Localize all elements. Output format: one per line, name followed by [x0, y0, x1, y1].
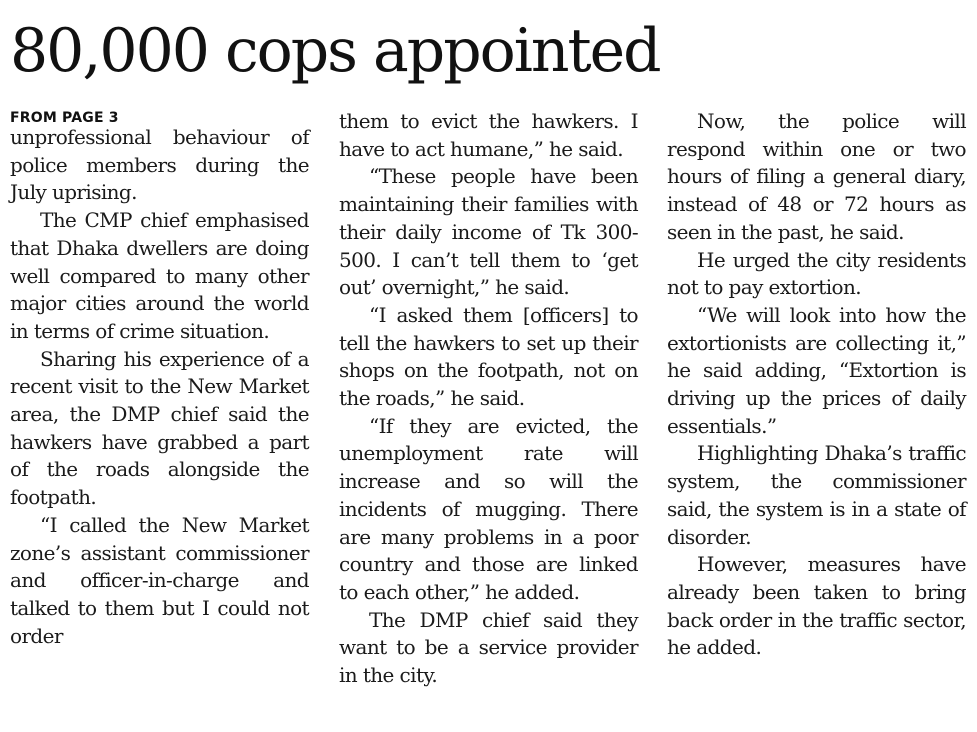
article-column-1 [10, 108, 309, 650]
paragraph: “We will look into how the extortionists are collecting it,” he said adding, “Extortion is driving up the prices of daily essentials.” [667, 302, 966, 438]
article-column-2 [339, 108, 638, 690]
paragraph: Now, the police will respond within one or two hours of filing a general diary, instead of 48 or 72 hours as seen in the past, he said. [667, 109, 966, 244]
paragraph: He urged the city residents not to pay extortion. [667, 247, 966, 300]
paragraph: “These people have been maintaining their families with their daily income of Tk 300-500. I can’t tell them to ‘get out’ overnight,” he said. [339, 164, 638, 300]
paragraph: “I called the New Market zone’s assistant commissioner and officer-in-charge and talked to them but I could not order [10, 512, 309, 648]
paragraph: Sharing his experience of a recent visit to the New Market area, the DMP chief said the hawkers have grabbed a part of the roads alongside the footpath. [10, 346, 309, 510]
headline: 80,000 cops appointed [10, 16, 660, 86]
paragraph: However, measures have already been taken to bring back order in the traffic sector, he added. [667, 552, 966, 660]
paragraph: The CMP chief emphasised that Dhaka dwellers are doing well compared to many other major cities around the world in terms of crime situation. [10, 208, 309, 343]
paragraph: The DMP chief said they want to be a service provider in the city. [339, 607, 638, 688]
paragraph: them to evict the hawkers. I have to act humane,” he said. [339, 109, 638, 161]
paragraph: “If they are evicted, the unemployment rate will increase and so will the incidents of mugging. There are many problems in a poor country and those are linked to each other,” he added. [339, 413, 638, 604]
paragraph: Highlighting Dhaka’s traffic system, the commissioner said, the system is in a state of disorder. [667, 441, 966, 549]
paragraph: unprofessional behaviour of police members during the July uprising. [10, 125, 309, 205]
paragraph: “I asked them [officers] to tell the hawkers to set up their shops on the footpath, not on the roads,” he said. [339, 302, 638, 411]
article-column-3 [667, 108, 966, 662]
continuation-kicker: FROM PAGE 3 [10, 110, 119, 126]
